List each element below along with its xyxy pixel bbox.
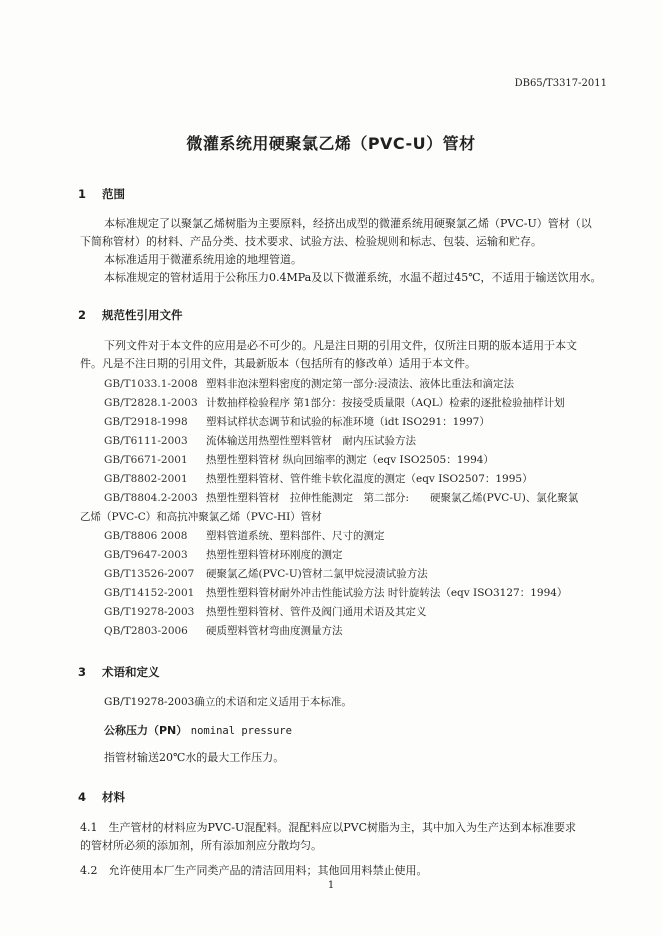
materials-clause-4-1-line-1: 4.1 生产管材的材料应为PVC-U混配料。混配料应以PVC树脂为主，其中加入为生产达到本标准要求 — [80, 821, 577, 834]
section-title: 范围 — [102, 187, 126, 201]
reference-code: GB/T8806 2008 — [104, 530, 188, 542]
section-title: 规范性引用文件 — [102, 308, 183, 322]
reference-item — [104, 528, 385, 543]
reference-title: 热塑性塑料管材耐外冲击性能试验方法 时针旋转法（eqv ISO3127：1994） — [206, 587, 568, 599]
reference-code: QB/T2803-2006 — [104, 625, 188, 637]
reference-title: 流体输送用热塑性塑料管材 耐内压试验方法 — [206, 435, 416, 447]
materials-clause-4-1-line-2: 的管材所必须的添加剂，所有添加剂应分散均匀。 — [80, 839, 322, 852]
reference-code: GB/T1033.1-2008 — [104, 378, 198, 390]
reference-item — [104, 623, 343, 638]
reference-title: 塑料管道系统、塑料部件、尺寸的测定 — [206, 530, 385, 542]
materials-clause-4-2: 4.2 允许使用本厂生产同类产品的清洁回用料；其他回用料禁止使用。 — [80, 864, 428, 877]
reference-item — [104, 490, 578, 505]
document-title: 微灌系统用硬聚氯乙烯（PVC-U）管材 — [186, 134, 476, 153]
reference-title: 硬质塑料管材弯曲度测量方法 — [206, 625, 343, 637]
reference-title: 计数抽样检验程序 第1部分：按接受质量限（AQL）检索的逐批检验抽样计划 — [206, 397, 565, 409]
scope-paragraph-3: 本标准规定的管材适用于公称压力0.4MPa及以下微灌系统，水温不超过45℃，不适用于输送饮用水。 — [104, 271, 602, 284]
section-title: 术语和定义 — [102, 665, 160, 679]
section-number: 2 — [78, 308, 87, 322]
reference-title: 硬聚氯乙烯(PVC-U)管材二氯甲烷浸渍试验方法 — [206, 568, 428, 580]
references-intro-line-1: 下列文件对于本文件的应用是必不可少的。凡是注日期的引用文件，仅所注日期的版本适用于本文 — [104, 339, 577, 352]
section-number: 4 — [78, 790, 87, 804]
reference-code: GB/T13526-2007 — [104, 568, 195, 580]
reference-item — [104, 414, 490, 429]
reference-title: 热塑性塑料管材、管件维卡软化温度的测定（eqv ISO2507：1995） — [206, 473, 533, 485]
reference-title: 塑料非泡沫塑料密度的测定第一部分:浸渍法、液体比重法和滴定法 — [206, 378, 515, 390]
reference-item — [104, 376, 514, 391]
section-number: 1 — [78, 187, 87, 201]
reference-item — [104, 585, 567, 600]
scope-paragraph-1-line-2: 下简称管材）的材料、产品分类、技术要求、试验方法、检验规则和标志、包装、运输和贮存。 — [80, 235, 542, 248]
reference-item — [104, 604, 427, 619]
reference-item — [104, 452, 494, 467]
reference-title: 热塑性塑料管材 拉伸性能测定 第二部分: 硬聚氯乙烯(PVC-U)、氯化聚氯 — [206, 492, 579, 504]
reference-item — [104, 566, 428, 581]
references-intro-line-2: 件。凡是不注日期的引用文件，其最新版本（包括所有的修改单）适用于本文件。 — [80, 357, 476, 370]
section-heading-normative-references — [78, 307, 183, 323]
reference-title: 热塑性塑料管材 纵向回缩率的测定（eqv ISO2505：1994） — [206, 454, 494, 466]
reference-code: GB/T2918-1998 — [104, 416, 188, 428]
reference-item — [104, 433, 416, 448]
reference-item — [104, 395, 565, 410]
section-heading-materials — [78, 789, 125, 805]
reference-code: GB/T6111-2003 — [104, 435, 188, 447]
reference-code: GB/T14152-2001 — [104, 587, 195, 599]
section-title: 材料 — [102, 790, 126, 804]
term-english: nominal pressure — [190, 725, 292, 737]
reference-code: GB/T2828.1-2003 — [104, 397, 198, 409]
term-entry — [104, 722, 292, 738]
page-number: 1 — [327, 880, 335, 891]
reference-code: GB/T19278-2003 — [104, 606, 195, 618]
reference-title: 热塑性塑料管材环刚度的测定 — [206, 549, 343, 561]
terms-intro: GB/T19278-2003确立的术语和定义适用于本标准。 — [104, 696, 352, 708]
reference-item — [104, 547, 343, 562]
reference-title: 塑料试样状态调节和试验的标准环境（idt ISO291：1997） — [206, 416, 490, 428]
section-heading-terms — [78, 664, 160, 680]
section-number: 3 — [78, 665, 87, 679]
reference-code: GB/T9647-2003 — [104, 549, 188, 561]
reference-continuation: 乙烯（PVC-C）和高抗冲聚氯乙烯（PVC-HI）管材 — [80, 511, 322, 523]
section-heading-scope — [78, 186, 125, 202]
reference-code: GB/T8804.2-2003 — [104, 492, 198, 504]
document-code: DB65/T3317-2011 — [514, 78, 607, 89]
reference-item — [104, 471, 533, 486]
term-definition: 指管材输送20℃水的最大工作压力。 — [104, 751, 285, 764]
term-chinese: 公称压力（PN） — [104, 724, 188, 737]
reference-code: GB/T8802-2001 — [104, 473, 188, 485]
scope-paragraph-2: 本标准适用于微灌系统用途的地埋管道。 — [104, 253, 302, 266]
scope-paragraph-1-line-1: 本标准规定了以聚氯乙烯树脂为主要原料，经挤出成型的微灌系统用硬聚氯乙烯（PVC-U）管材（以 — [104, 217, 592, 230]
reference-title: 热塑性塑料管材、管件及阀门通用术语及其定义 — [206, 606, 427, 618]
reference-code: GB/T6671-2001 — [104, 454, 188, 466]
